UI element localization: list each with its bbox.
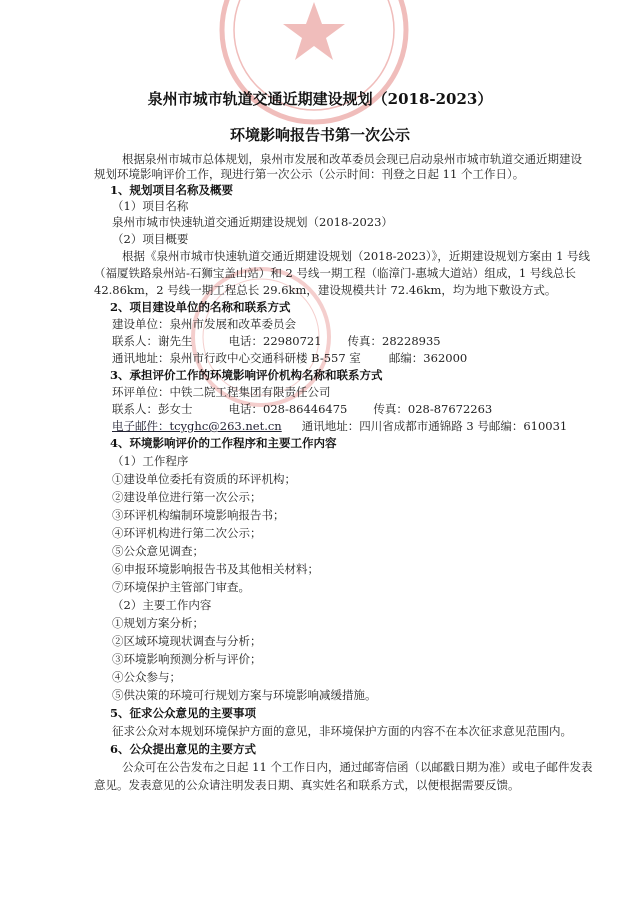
s1-subheading-name: （1）项目名称 <box>112 199 189 213</box>
s4-subheading-tasks: （2）主要工作内容 <box>112 598 212 612</box>
summary-line-3: 42.86km，2 号线一期工程总长 29.6km，建设规模共计 72.46km，均为地下敷设方式。 <box>94 283 557 297</box>
construction-address: 通讯地址：泉州市行政中心交通科研楼 B-557 室 <box>112 351 361 365</box>
construction-tel: 电话：22980721 <box>228 334 322 348</box>
summary-line-1: 根据《泉州市城市快速轨道交通近期建设规划（2018-2023）》，近期建设规划方案由 1 号线 <box>122 249 591 263</box>
feedback-line-1: 公众可在公告发布之日起 11 个工作日内，通过邮寄信函（以邮戳日期为准）或电子邮件发表 <box>122 760 593 774</box>
section-4-heading: 4、环境影响评价的工作程序和主要工作内容 <box>110 436 337 450</box>
procedure-step: ③环评机构编制环境影响报告书； <box>112 508 285 522</box>
procedure-step: ⑦环境保护主管部门审查。 <box>112 580 250 594</box>
feedback-line-2: 意见。发表意见的公众请注明发表日期、真实姓名和联系方式，以便根据需要反馈。 <box>94 778 520 792</box>
section-6-heading: 6、公众提出意见的主要方式 <box>110 742 257 756</box>
summary-line-2: （福厦铁路泉州站-石狮宝盖山站）和 2 号线一期工程（临漳门-惠城大道站）组成，1 号线总长 <box>94 266 576 280</box>
procedure-step: ⑥申报环境影响报告书及其他相关材料； <box>112 562 319 576</box>
section-5-heading: 5、征求公众意见的主要事项 <box>110 706 257 720</box>
eia-contact-row <box>112 402 492 416</box>
section-1-heading: 1、规划项目名称及概要 <box>110 183 234 197</box>
eia-email[interactable]: 电子邮件：tcyghc@263.net.cn <box>112 419 282 433</box>
document-title: 泉州市城市轨道交通近期建设规划（2018-2023） <box>147 90 493 108</box>
work-task: ⑤供决策的环境可行规划方案与环境影响减缓措施。 <box>112 688 377 702</box>
construction-zip: 邮编：362000 <box>388 351 468 365</box>
eia-fax: 传真：028-87672263 <box>373 402 493 416</box>
work-task: ②区域环境现状调查与分析； <box>112 634 262 648</box>
construction-address-row <box>112 351 467 365</box>
s1-subheading-summary: （2）项目概要 <box>112 232 189 246</box>
procedure-step: ①建设单位委托有资质的环评机构； <box>112 472 296 486</box>
work-task: ①规划方案分析； <box>112 616 204 630</box>
eia-address: 通讯地址：四川省成都市通锦路 3 号邮编：610031 <box>301 419 568 433</box>
procedure-step: ②建设单位进行第一次公示； <box>112 490 262 504</box>
procedure-step: ⑤公众意见调查； <box>112 544 204 558</box>
eia-unit: 环评单位：中铁二院工程集团有限责任公司 <box>112 385 331 399</box>
construction-contact: 联系人：谢先生 <box>112 334 193 348</box>
work-task: ④公众参与； <box>112 670 181 684</box>
s4-subheading-procedure: （1）工作程序 <box>112 454 189 468</box>
procedure-step: ④环评机构进行第二次公示； <box>112 526 262 540</box>
eia-contact: 联系人：彭女士 <box>112 402 193 416</box>
eia-tel: 电话：028-86446475 <box>228 402 348 416</box>
project-name: 泉州市城市快速轨道交通近期建设规划（2018-2023） <box>112 215 393 229</box>
section-2-heading: 2、项目建设单位的名称和联系方式 <box>110 300 291 314</box>
construction-contact-row <box>112 334 441 348</box>
construction-unit: 建设单位：泉州市发展和改革委员会 <box>112 317 296 331</box>
intro-line-1: 根据泉州市城市总体规划，泉州市发展和改革委员会现已启动泉州市城市轨道交通近期建设 <box>122 152 582 166</box>
document-subtitle: 环境影响报告书第一次公示 <box>229 126 410 144</box>
section-3-heading: 3、承担评价工作的环境影响评价机构名称和联系方式 <box>110 368 383 382</box>
official-seal-stamp-icon <box>214 0 414 130</box>
consultation-scope: 征求公众对本规划环境保护方面的意见，非环境保护方面的内容不在本次征求意见范围内。 <box>112 724 572 738</box>
intro-line-2: 规划环境影响评价工作，现进行第一次公示（公示时间：刊登之日起 11 个工作日）。 <box>94 167 525 181</box>
construction-fax: 传真：28228935 <box>347 334 441 348</box>
eia-email-row <box>112 419 567 433</box>
work-task: ③环境影响预测分析与评价； <box>112 652 262 666</box>
